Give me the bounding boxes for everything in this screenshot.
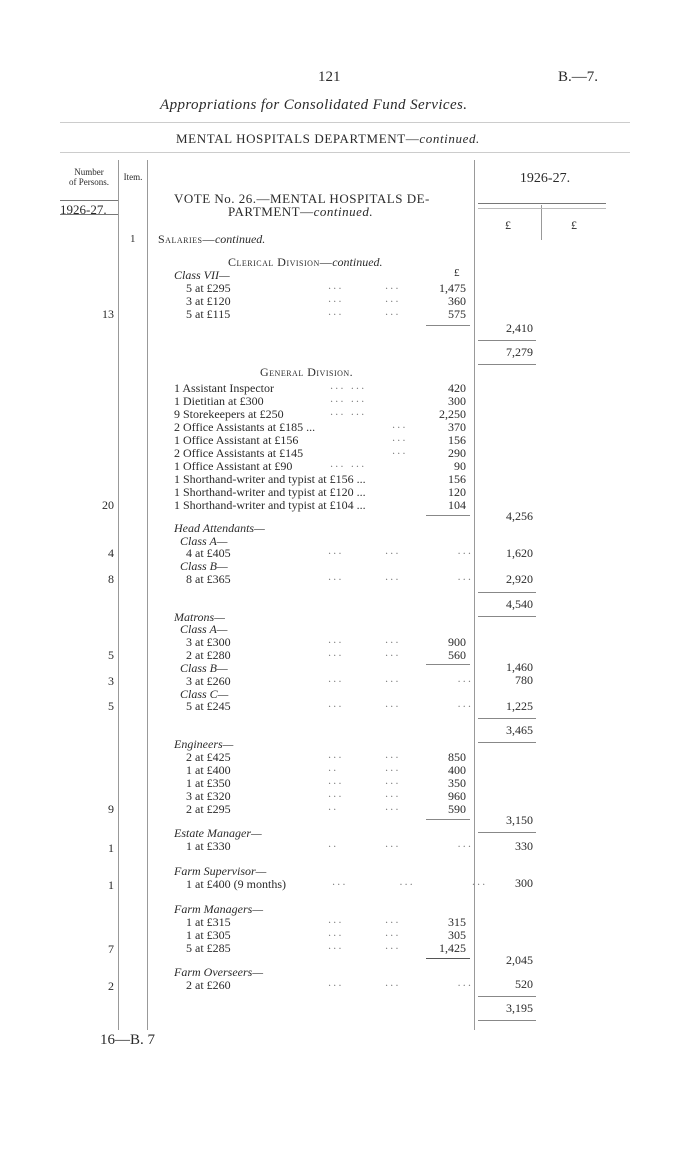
header-divider (60, 122, 630, 123)
leader-dots: ... ... ... (328, 978, 474, 989)
page-title: Appropriations for Consolidated Fund Services. (160, 97, 468, 113)
general-row-dots: ... ... (330, 394, 367, 405)
general-division-heading: General Division. (260, 365, 354, 379)
clerical-division-heading (228, 256, 383, 268)
engineers-sum-rule (426, 819, 470, 820)
leader-dots: ... ... ... (328, 546, 474, 557)
leader-dots: ... ... ... (328, 699, 474, 710)
head-attendants-a-desc: 4 at £405 (186, 546, 231, 560)
section-divider (60, 152, 630, 153)
farm-supervisor-persons: 1 (108, 878, 114, 892)
farm-supervisor-heading: Farm Supervisor— (174, 864, 267, 878)
matrons-total: 3,465 (506, 723, 533, 737)
farm-overseers-heading: Farm Overseers— (174, 965, 263, 979)
matrons-a-row-amount: 560 (448, 648, 466, 662)
engineers-row-desc: 2 at £425 (186, 750, 231, 764)
general-row-desc: 2 Office Assistants at £145 (174, 446, 304, 460)
general-total: 4,256 (506, 509, 533, 523)
page-number: 121 (318, 69, 341, 85)
general-row-amount: 156 (448, 433, 466, 447)
leader-dots: ... ... (328, 915, 401, 926)
clerical-row-amount: 1,475 (439, 281, 466, 295)
head-attendants-total: 4,540 (506, 597, 533, 611)
general-row-dots: ... ... (330, 407, 367, 418)
engineers-row-amount: 850 (448, 750, 466, 764)
clerical-total-rule-top (478, 340, 536, 341)
matrons-b-persons: 3 (108, 674, 114, 688)
leader-dots: ... ... ... (328, 674, 474, 685)
matrons-c-persons: 5 (108, 699, 114, 713)
head-attendants-a-persons: 4 (108, 546, 114, 560)
leader-dots: ... ... (328, 635, 401, 646)
engineers-row-amount: 590 (448, 802, 466, 816)
matrons-heading: Matrons— (174, 610, 225, 624)
matrons-class-c: Class C— (180, 687, 229, 701)
estate-manager-heading: Estate Manager— (174, 826, 262, 840)
farm-managers-sum-rule (426, 958, 470, 959)
clerical-row-desc: 5 at £115 (186, 307, 231, 321)
matrons-b-total: 780 (515, 673, 533, 687)
engineers-row-amount: 350 (448, 776, 466, 790)
general-row-dots: ... ... (330, 381, 367, 392)
leader-dots: .. ... (328, 763, 401, 774)
leader-dots: ... ... (328, 281, 401, 292)
farm-supervisor-total: 300 (515, 876, 533, 890)
salaries-heading (158, 233, 265, 245)
head-attendants-class-b: Class B— (180, 559, 228, 573)
clerical-row-amount: 575 (448, 307, 466, 321)
farm-overseers-persons: 2 (108, 979, 114, 993)
farm-managers-row-desc: 1 at £315 (186, 915, 231, 929)
general-row-desc: 1 Shorthand-writer and typist at £156 ... (174, 472, 366, 486)
vote-heading-line2-continued: continued. (313, 204, 374, 219)
column-rule-item (147, 160, 148, 1030)
head-attendants-a-total: 1,620 (506, 546, 533, 560)
general-row-dots: ... (392, 433, 408, 444)
matrons-a-row-desc: 2 at £280 (186, 648, 231, 662)
estate-manager-total: 330 (515, 839, 533, 853)
general-persons: 20 (102, 498, 114, 512)
pound-sign-col1: £ (505, 218, 511, 232)
item-number: 1 (130, 233, 136, 245)
matrons-rule-bottom (478, 742, 536, 743)
general-sum-rule (426, 515, 470, 516)
matrons-c-total: 1,225 (506, 699, 533, 713)
general-row-amount: 156 (448, 472, 466, 486)
matrons-class-a: Class A— (180, 622, 228, 636)
matrons-a-row-amount: 900 (448, 635, 466, 649)
clerical-pound-sign: £ (454, 267, 460, 279)
head-attendants-b-total: 2,920 (506, 572, 533, 586)
leader-dots: ... ... (328, 307, 401, 318)
general-row-desc: 1 Office Assistant at £90 (174, 459, 293, 473)
farm-managers-heading: Farm Managers— (174, 902, 263, 916)
head-attendants-b-desc: 8 at £365 (186, 572, 231, 586)
section-heading-main: MENTAL HOSPITALS DEPARTMENT— (176, 131, 420, 146)
farm-managers-row-desc: 1 at £305 (186, 928, 231, 942)
leader-dots: ... ... (328, 928, 401, 939)
vote-heading-line1: VOTE No. 26.—MENTAL HOSPITALS DE- (174, 191, 430, 206)
grand-total-rule-bottom (478, 1020, 536, 1021)
general-row-desc: 1 Assistant Inspector (174, 381, 274, 395)
matrons-a-sum-rule (426, 664, 470, 665)
engineers-row-desc: 2 at £295 (186, 802, 231, 816)
year-heading-left: 1926-27. (60, 202, 107, 217)
persons-heading-line2: of Persons. (69, 177, 109, 187)
head-attendants-rule-top (478, 592, 536, 593)
general-row-dots: ... (392, 446, 408, 457)
clerical-total: 7,279 (506, 345, 533, 359)
general-row-amount: 420 (448, 381, 466, 395)
signature-mark: 16—B. 7 (100, 1032, 156, 1048)
matrons-a-row-desc: 3 at £300 (186, 635, 231, 649)
engineers-heading: Engineers— (174, 737, 234, 751)
matrons-a-total: 1,460 (506, 660, 533, 674)
general-row-desc: 1 Dietitian at £300 (174, 394, 264, 408)
year-header-rule (478, 203, 606, 204)
general-row-amount: 90 (454, 459, 466, 473)
leader-dots: .. ... (328, 802, 401, 813)
general-row-desc: 1 Office Assistant at £156 (174, 433, 299, 447)
grand-total: 3,195 (506, 1001, 533, 1015)
clerical-subtotal: 2,410 (506, 321, 533, 335)
general-row-amount: 120 (448, 485, 466, 499)
vote-heading-line2-main: PARTMENT— (228, 204, 314, 219)
clerical-heading-main: Clerical Division— (228, 255, 333, 269)
head-attendants-heading: Head Attendants— (174, 521, 265, 535)
year-heading-right: 1926-27. (519, 171, 571, 186)
pound-sign-col2: £ (571, 218, 577, 232)
matrons-b-desc: 3 at £260 (186, 674, 231, 688)
engineers-row-desc: 1 at £400 (186, 763, 231, 777)
engineers-persons: 9 (108, 802, 114, 816)
clerical-heading-continued: continued. (332, 255, 383, 269)
engineers-total: 3,150 (506, 813, 533, 827)
general-row-amount: 300 (448, 394, 466, 408)
grand-total-rule-top (478, 996, 536, 997)
estate-manager-persons: 1 (108, 841, 114, 855)
section-heading-continued: continued. (419, 131, 480, 146)
head-attendants-rule-bottom (478, 616, 536, 617)
farm-managers-row-amount: 315 (448, 915, 466, 929)
item-heading: Item. (123, 172, 143, 182)
general-row-amount: 370 (448, 420, 466, 434)
matrons-a-persons: 5 (108, 648, 114, 662)
leader-dots: ... ... (328, 294, 401, 305)
engineers-row-amount: 400 (448, 763, 466, 777)
head-attendants-class-a: Class A— (180, 534, 228, 548)
general-row-dots: ... ... (330, 459, 367, 470)
farm-managers-total: 2,045 (506, 953, 533, 967)
persons-header-rule (60, 200, 118, 201)
column-rule-persons (118, 160, 119, 1030)
engineers-row-desc: 1 at £350 (186, 776, 231, 790)
clerical-total-rule-bottom (478, 364, 536, 365)
general-row-amount: 290 (448, 446, 466, 460)
general-row-amount: 2,250 (439, 407, 466, 421)
persons-heading-line1: Number (74, 167, 104, 177)
year-header-rule-2 (478, 208, 606, 209)
salaries-heading-continued: continued. (214, 232, 266, 246)
leader-dots: ... ... (328, 789, 401, 800)
leader-dots: .. ... ... (328, 839, 474, 850)
clerical-row-desc: 5 at £295 (186, 281, 231, 295)
engineers-row-amount: 960 (448, 789, 466, 803)
farm-managers-row-amount: 305 (448, 928, 466, 942)
farm-supervisor-desc: 1 at £400 (9 months) (186, 877, 286, 891)
engineers-row-desc: 3 at £320 (186, 789, 231, 803)
leader-dots: ... ... (328, 750, 401, 761)
leader-dots: ... ... ... (332, 877, 488, 888)
farm-managers-row-desc: 5 at £285 (186, 941, 231, 955)
farm-managers-row-amount: 1,425 (439, 941, 466, 955)
clerical-row-desc: 3 at £120 (186, 294, 231, 308)
farm-overseers-desc: 2 at £260 (186, 978, 231, 992)
clerical-persons: 13 (102, 307, 114, 321)
matrons-c-desc: 5 at £245 (186, 699, 231, 713)
document-reference: B.—7. (558, 69, 599, 85)
general-row-desc: 9 Storekeepers at £250 (174, 407, 284, 421)
farm-overseers-total: 520 (515, 977, 533, 991)
clerical-class-label: Class VII— (174, 268, 230, 282)
column-rule-pound (541, 205, 542, 240)
estate-manager-desc: 1 at £330 (186, 839, 231, 853)
general-row-amount: 104 (448, 498, 466, 512)
general-row-dots: ... (392, 420, 408, 431)
farm-managers-persons: 7 (108, 942, 114, 956)
salaries-heading-main: Salaries— (158, 232, 215, 246)
matrons-class-b: Class B— (180, 661, 228, 675)
engineers-rule (478, 832, 536, 833)
general-row-desc: 2 Office Assistants at £185 ... (174, 420, 316, 434)
matrons-rule-top (478, 718, 536, 719)
clerical-row-amount: 360 (448, 294, 466, 308)
vote-heading-line2 (228, 205, 373, 218)
column-rule-description (474, 160, 475, 1030)
section-heading (176, 132, 480, 145)
head-attendants-b-persons: 8 (108, 572, 114, 586)
general-row-desc: 1 Shorthand-writer and typist at £104 ... (174, 498, 366, 512)
general-row-desc: 1 Shorthand-writer and typist at £120 ... (174, 485, 366, 499)
leader-dots: ... ... (328, 648, 401, 659)
leader-dots: ... ... (328, 776, 401, 787)
leader-dots: ... ... ... (328, 572, 474, 583)
leader-dots: ... ... (328, 941, 401, 952)
clerical-sum-rule (426, 325, 470, 326)
